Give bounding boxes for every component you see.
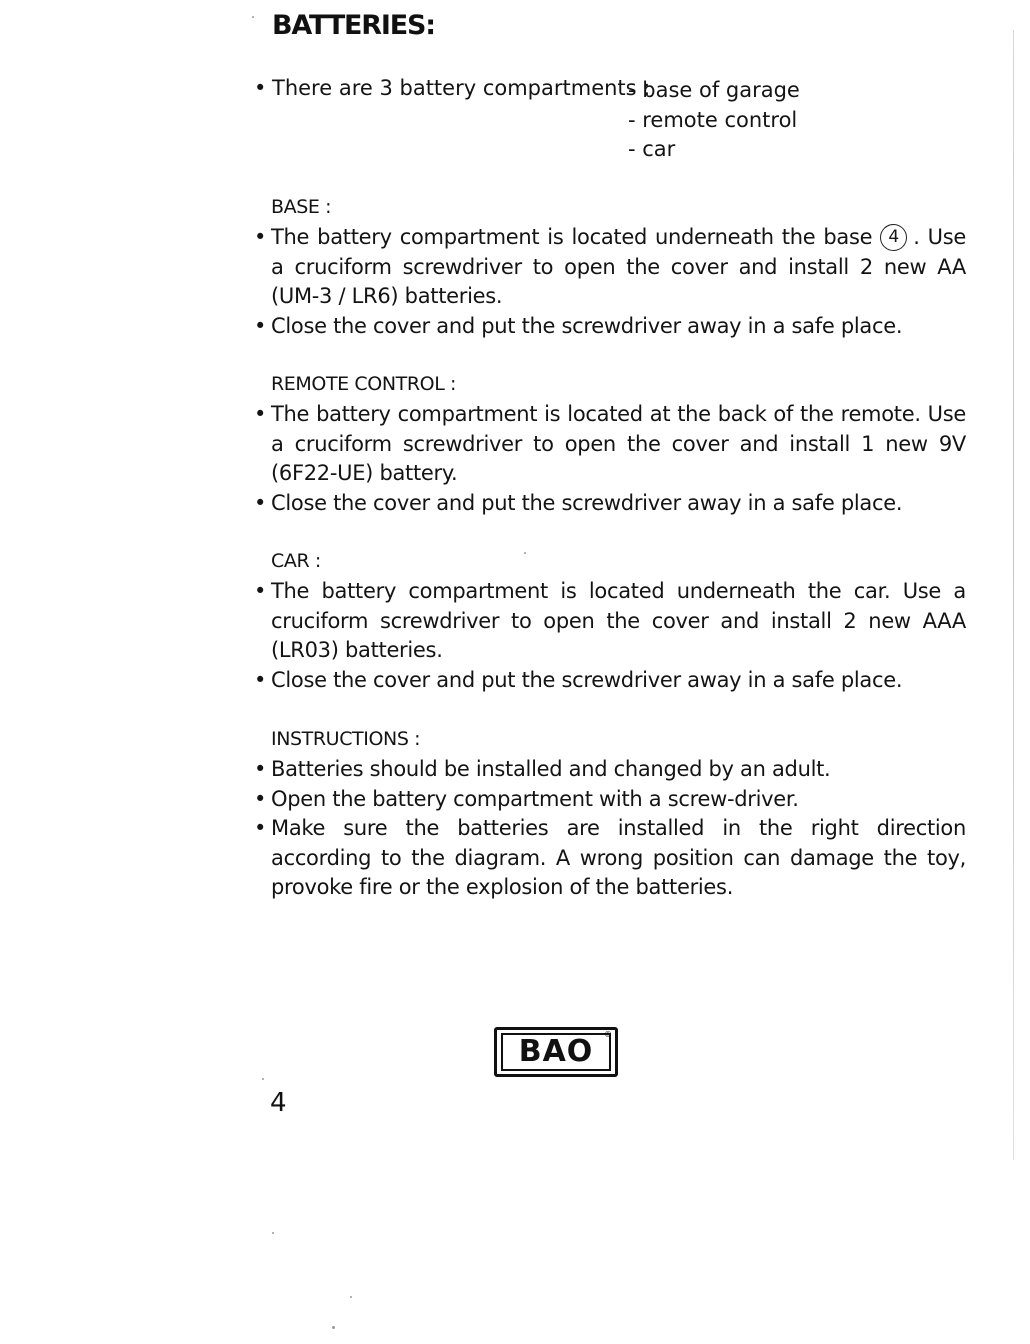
item-text: Close the cover and put the screwdriver away in a safe place. xyxy=(271,490,903,515)
registered-mark-icon: ® xyxy=(604,1030,612,1039)
item-text: Close the cover and put the screwdriver away in a safe place. xyxy=(271,667,903,692)
list-item xyxy=(254,577,966,666)
item-text: The battery compartment is located underneath the car. Use a cruciform screwdriver to open the cover and install 2 new AAA (LR03) batteries. xyxy=(271,579,966,662)
item-text: Batteries should be installed and changed by an adult. xyxy=(271,757,831,781)
item-text: Open the battery compartment with a screw-driver. xyxy=(271,786,799,811)
list-item: - remote control xyxy=(628,107,798,132)
section-heading: REMOTE CONTROL : xyxy=(271,373,457,395)
bao-logo xyxy=(494,1027,618,1077)
intro-text: There are 3 battery compartments : xyxy=(272,76,651,100)
section-remote-control xyxy=(254,370,966,518)
intro-line xyxy=(254,74,650,104)
compartment-list xyxy=(628,76,800,165)
bullet-icon: • xyxy=(254,313,267,338)
bullet-icon: • xyxy=(254,816,267,840)
logo-frame xyxy=(501,1030,612,1071)
page-title: BATTERIES: xyxy=(272,10,435,41)
bullet-icon: • xyxy=(254,402,267,426)
scan-edge-line xyxy=(1013,30,1014,1160)
bullet-icon: • xyxy=(254,667,267,692)
list-item: - car xyxy=(628,137,676,161)
bullet-icon: • xyxy=(254,490,267,515)
bullet-icon: • xyxy=(254,579,267,603)
list-item xyxy=(254,312,966,342)
section-heading: BASE : xyxy=(271,196,332,218)
bullet-icon: • xyxy=(254,757,267,781)
bullet-icon: • xyxy=(254,786,267,811)
scan-speck xyxy=(350,1296,352,1298)
list-item xyxy=(254,223,966,312)
bullet-icon: • xyxy=(254,76,267,100)
item-text: Close the cover and put the screwdriver away in a safe place. xyxy=(271,313,903,338)
item-text: . Use a cruciform screwdriver to open the cover and install 2 new AA (UM-3 / LR6) batteries. xyxy=(271,225,966,308)
list-item: - base of garage xyxy=(628,78,800,102)
item-text: The battery compartment is located at the back of the remote. Use a cruciform screwdriver to open the cover and install 1 new 9V (6F22-UE) battery. xyxy=(271,402,966,485)
list-item xyxy=(254,785,966,815)
scan-speck xyxy=(272,1232,274,1234)
list-item xyxy=(254,666,966,696)
scan-speck xyxy=(332,1326,335,1329)
section-heading: INSTRUCTIONS : xyxy=(271,728,421,750)
section-car xyxy=(254,547,966,695)
circled-number-icon: 4 xyxy=(880,224,907,251)
list-item xyxy=(254,489,966,519)
item-text: The battery compartment is located underneath the base xyxy=(271,225,873,249)
bullet-icon: • xyxy=(254,225,267,249)
list-item xyxy=(254,755,966,785)
item-text: Make sure the batteries are installed in the right direction according to the diagram. A wrong position can damage the toy, provoke fire or the explosion of the batteries. xyxy=(271,816,966,899)
list-item xyxy=(254,814,966,903)
list-item xyxy=(254,400,966,489)
section-heading: CAR : xyxy=(271,550,321,572)
scan-speck xyxy=(262,1078,264,1080)
section-base xyxy=(254,193,966,341)
page-number: 4 xyxy=(270,1088,287,1118)
scan-speck xyxy=(252,16,254,18)
logo-text: BAO xyxy=(518,1034,594,1069)
section-instructions xyxy=(254,725,966,903)
